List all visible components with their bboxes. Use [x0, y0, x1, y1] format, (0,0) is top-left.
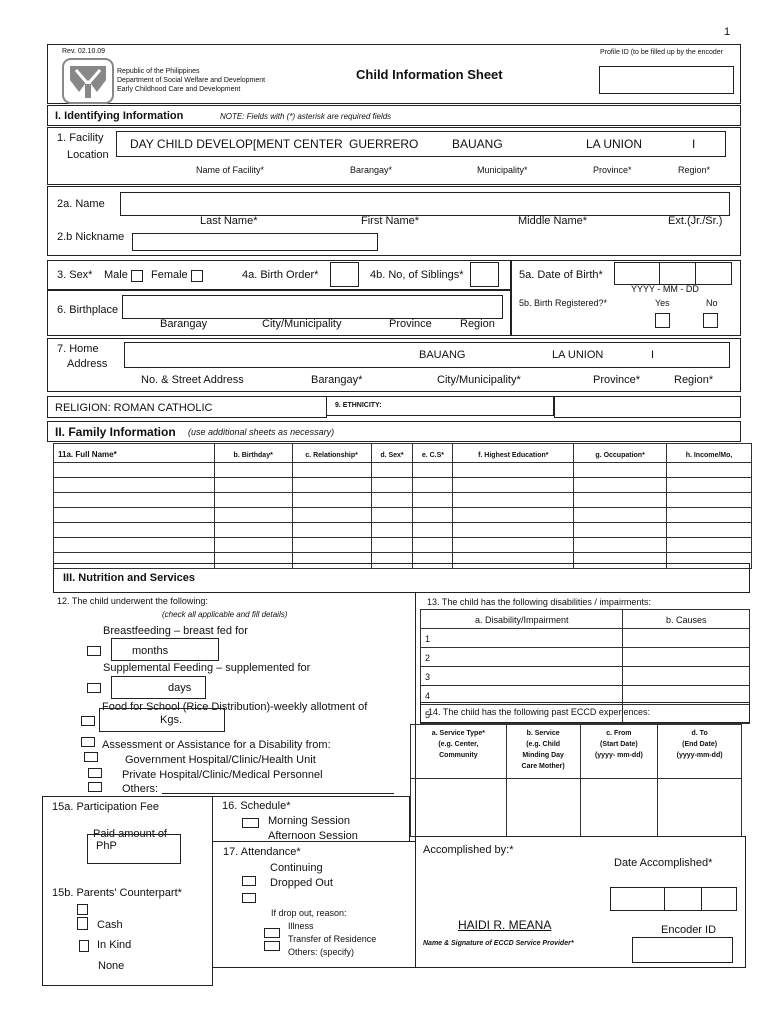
facility-name-value: DAY CHILD DEVELOP[MENT CENTER — [130, 137, 343, 151]
caption-bp-province: Province — [389, 318, 432, 330]
profile-id-field[interactable] — [599, 66, 734, 94]
paid-amount-label: Paid amount of — [93, 828, 167, 840]
eccd-table — [410, 724, 742, 837]
col-full-name: 11a. Full Name* — [54, 444, 215, 463]
php-label: PhP — [96, 840, 117, 852]
siblings-field[interactable] — [470, 262, 499, 287]
table-row[interactable]: 1 — [421, 629, 750, 648]
agency-line-1: Republic of the Philippines — [117, 68, 200, 75]
siblings-label: 4b. No, of Siblings* — [370, 269, 464, 281]
col-income: h. Income/Mo, — [667, 444, 752, 463]
private-hospital-label: Private Hospital/Clinic/Medical Personnel — [122, 769, 323, 781]
continuing-label: Continuing — [270, 862, 323, 874]
location-label: Location — [67, 149, 109, 161]
q16-label: 16. Schedule* — [222, 800, 291, 812]
table-row[interactable]: 2 — [421, 648, 750, 667]
col-service-type: a. Service Type* (e.g. Center, Community — [411, 725, 507, 779]
dob-format: YYYY - MM - DD — [631, 284, 699, 294]
male-checkbox[interactable] — [131, 270, 143, 282]
col-birthday: b. Birthday* — [214, 444, 292, 463]
days-field[interactable] — [111, 676, 206, 699]
table-row[interactable] — [54, 508, 752, 523]
col-service: b. Service (e.g. Child Minding Day Care Mother) — [506, 725, 580, 779]
supplemental-checkbox[interactable] — [87, 683, 101, 693]
caption-bp-barangay: Barangay — [160, 318, 208, 330]
page-number: 1 — [724, 26, 731, 38]
profile-id-label: Profile ID (to be filled up by the encoder — [600, 49, 723, 56]
date-year-field[interactable] — [610, 887, 665, 911]
continuing-checkbox[interactable] — [242, 876, 256, 886]
table-row[interactable] — [54, 493, 752, 508]
assessment-checkbox[interactable] — [81, 737, 95, 747]
dswd-logo — [62, 58, 114, 104]
morning-checkbox[interactable] — [242, 818, 259, 828]
q15b-label: 15b. Parents' Counterpart* — [52, 887, 182, 899]
male-label: Male — [104, 269, 128, 281]
caption-home-region: Region* — [674, 374, 714, 386]
date-month-field[interactable] — [664, 887, 702, 911]
caption-facility-name: Name of Facility* — [196, 165, 265, 175]
in-kind-label: In Kind — [97, 939, 132, 951]
dob-year-field[interactable] — [614, 262, 660, 285]
illness-checkbox[interactable] — [264, 928, 280, 938]
table-row[interactable] — [54, 538, 752, 553]
home-region-value: I — [651, 349, 655, 361]
nickname-field[interactable] — [132, 233, 378, 251]
cash-checkbox[interactable] — [77, 917, 88, 930]
caption-home-barangay: Barangay* — [311, 374, 363, 386]
col-sex: d. Sex* — [371, 444, 413, 463]
table-row[interactable] — [54, 478, 752, 493]
cash-label: Cash — [97, 919, 123, 931]
caption-street: No. & Street Address — [141, 374, 244, 386]
female-checkbox[interactable] — [191, 270, 203, 282]
col-to: d. To (End Date) (yyyy-mm-dd) — [658, 725, 742, 779]
q12-note: (check all applicable and fill details) — [162, 610, 288, 619]
gov-hospital-label: Government Hospital/Clinic/Health Unit — [125, 754, 316, 766]
caption-ext: Ext.(Jr./Sr.) — [668, 215, 723, 227]
caption-bp-city: City/Municipality — [262, 318, 342, 330]
family-table — [53, 443, 752, 569]
col-from: c. From (Start Date) (yyyy- mm-dd) — [580, 725, 658, 779]
provider-caption: Name & Signature of ECCD Service Provider* — [423, 940, 574, 947]
q14-label: 14. The child has the following past ECCD experiences: — [428, 707, 650, 717]
private-hospital-checkbox[interactable] — [88, 768, 102, 778]
form-title: Child Information Sheet — [356, 67, 503, 82]
ethnicity-label: 9. ETHNICITY: — [335, 402, 382, 409]
caption-home-city: City/Municipality* — [437, 374, 521, 386]
table-row[interactable] — [411, 779, 742, 837]
in-kind-checkbox[interactable] — [79, 940, 89, 952]
col-education: f. Highest Education* — [453, 444, 574, 463]
home-province-value: LA UNION — [552, 349, 604, 361]
table-row[interactable]: 4 — [421, 686, 750, 705]
table-row[interactable] — [54, 463, 752, 478]
section-2-note: (use additional sheets as necessary) — [188, 427, 335, 437]
section-2-heading: II. Family Information — [55, 425, 176, 439]
drop-reason-label: If drop out, reason: — [271, 908, 347, 918]
supplemental-label: Supplemental Feeding – supplemented for — [103, 662, 311, 674]
birth-order-label: 4a. Birth Order* — [242, 269, 319, 281]
dropped-out-label: Dropped Out — [270, 877, 333, 889]
caption-middle-name: Middle Name* — [518, 215, 588, 227]
section-1-heading: I. Identifying Information — [55, 110, 184, 122]
dob-day-field[interactable] — [695, 262, 732, 285]
food-school-checkbox[interactable] — [81, 716, 95, 726]
q17-label: 17. Attendance* — [223, 846, 301, 858]
q13-label: 13. The child has the following disabilities / impairments: — [427, 597, 651, 607]
caption-municipality: Municipality* — [477, 165, 528, 175]
no-label: No — [706, 298, 718, 308]
days-label: days — [168, 682, 192, 694]
col-causes: b. Causes — [623, 610, 750, 629]
morning-label: Morning Session — [268, 815, 350, 827]
col-relationship: c. Relationship* — [292, 444, 371, 463]
religion-value: RELIGION: ROMAN CATHOLIC — [55, 402, 213, 414]
dropped-out-checkbox[interactable] — [242, 893, 256, 903]
section-3-heading: III. Nutrition and Services — [63, 572, 196, 584]
facility-municipality-value: BAUANG — [452, 137, 503, 151]
registered-yes-checkbox[interactable] — [655, 313, 670, 328]
nickname-label: 2.b Nickname — [57, 231, 125, 243]
address-label: Address — [67, 358, 108, 370]
encoder-id-field[interactable] — [632, 937, 733, 963]
home-label: 7. Home — [57, 343, 99, 355]
agency-line-3: Early Childhood Care and Development — [117, 86, 241, 93]
yes-label: Yes — [655, 298, 670, 308]
sex-label: 3. Sex* — [57, 269, 93, 281]
birthplace-label: 6. Birthplace — [57, 304, 119, 316]
illness-label: Illness — [288, 921, 314, 931]
breastfeeding-checkbox[interactable] — [87, 646, 101, 656]
others-label: Others: — [122, 783, 159, 795]
caption-bp-region: Region — [460, 318, 495, 330]
facility-region-value: I — [692, 137, 696, 151]
facility-label: 1. Facility — [57, 132, 104, 144]
ethnicity-field[interactable] — [554, 396, 741, 418]
table-row[interactable] — [54, 523, 752, 538]
caption-last-name: Last Name* — [200, 215, 258, 227]
transfer-checkbox[interactable] — [264, 941, 280, 951]
female-label: Female — [151, 269, 188, 281]
birthplace-field[interactable] — [122, 295, 503, 319]
date-accomplished-label: Date Accomplished* — [614, 857, 713, 869]
name-field[interactable] — [120, 192, 730, 216]
afternoon-label: Afternoon Session — [268, 830, 358, 842]
birth-registered-label: 5b. Birth Registered?* — [519, 298, 608, 308]
counterpart-extra-checkbox[interactable] — [77, 904, 88, 915]
none-label: None — [98, 960, 125, 972]
caption-region: Region* — [678, 165, 711, 175]
date-day-field[interactable] — [701, 887, 737, 911]
col-disability: a. Disability/Impairment — [421, 610, 623, 629]
breastfeeding-label: Breastfeeding – breast fed for — [103, 625, 248, 637]
months-label: months — [132, 645, 169, 657]
facility-province-value: LA UNION — [586, 137, 643, 151]
table-row[interactable]: 5 — [421, 705, 750, 724]
transfer-label: Transfer of Residence — [288, 934, 377, 944]
col-occupation: g. Occupation* — [574, 444, 667, 463]
birth-order-field[interactable] — [330, 262, 359, 287]
caption-home-province: Province* — [593, 374, 641, 386]
others-line — [162, 793, 394, 794]
gov-hospital-checkbox[interactable] — [84, 752, 98, 762]
q12-label: 12. The child underwent the following: — [57, 596, 208, 606]
others-specify-label: Others: (specify) — [288, 947, 355, 957]
registered-no-checkbox[interactable] — [703, 313, 718, 328]
required-note: NOTE: Fields with (*) asterisk are required fields — [220, 112, 392, 121]
others-checkbox[interactable] — [88, 782, 102, 792]
caption-barangay: Barangay* — [350, 165, 393, 175]
encoder-id-label: Encoder ID — [661, 924, 717, 936]
food-school-label: Food for School (Rice Distribution)-weekly allotment of — [102, 701, 368, 713]
name-label: 2a. Name — [57, 198, 105, 210]
caption-first-name: First Name* — [361, 215, 420, 227]
dob-month-field[interactable] — [659, 262, 696, 285]
q15a-label: 15a. Participation Fee — [52, 801, 160, 813]
dob-label: 5a. Date of Birth* — [519, 269, 603, 281]
assessment-label: Assessment or Assistance for a Disability from: — [102, 739, 331, 751]
provider-name: HAIDI R. MEANA — [458, 918, 552, 932]
home-municipality-value: BAUANG — [419, 349, 466, 361]
revision-label: Rev. 02.10.09 — [62, 48, 106, 55]
col-cs: e. C.S* — [413, 444, 453, 463]
accomplished-by-label: Accomplished by:* — [423, 844, 514, 856]
kgs-label: Kgs. — [160, 714, 183, 726]
caption-province: Province* — [593, 165, 632, 175]
facility-barangay-value: GUERRERO — [349, 137, 419, 151]
table-row[interactable]: 3 — [421, 667, 750, 686]
agency-line-2: Department of Social Welfare and Development — [117, 77, 266, 84]
